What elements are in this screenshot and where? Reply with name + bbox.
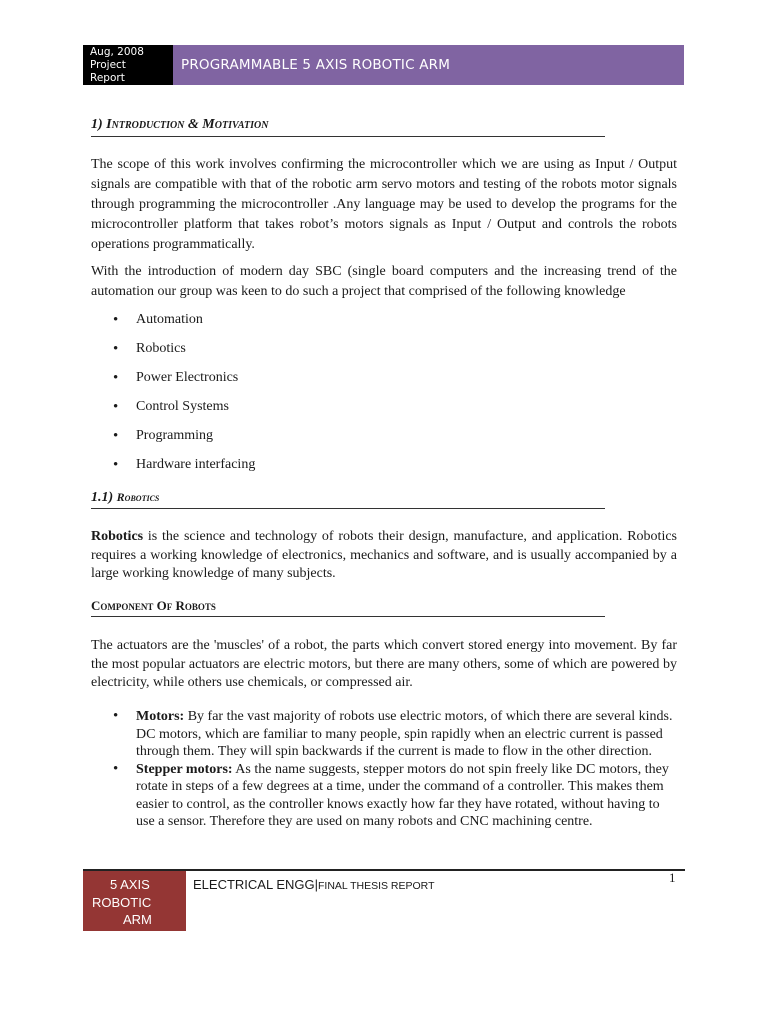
intro-paragraph-2: With the introduction of modern day SBC (single board computers and the increasing trend of the automation our group was keen to do such a project that comprised of the following knowledge [91, 264, 677, 299]
header-date: Aug, 2008 [90, 46, 144, 58]
item-text: By far the vast majority of robots use electric motors, of which there are several kinds. DC motors, which are familiar to many people, spin rapidly when an electric current is passed through them. They will spin backwards if the current is made to flow in the other direction. [136, 709, 673, 759]
knowledge-list [91, 312, 255, 486]
heading-rule [91, 508, 605, 509]
section-number: 1.1) [91, 490, 114, 505]
components-title: Component Of Robots [91, 598, 216, 613]
section-number: 1) [91, 117, 103, 132]
item-term: Motors: [136, 709, 185, 724]
list-item: • Automation [91, 312, 255, 341]
footer-project-box [83, 871, 186, 931]
footer-text [193, 877, 434, 892]
footer-box-line: ROBOTIC [92, 895, 152, 910]
page-number: 1 [669, 870, 676, 885]
list-item: • Power Electronics [91, 370, 255, 399]
footer-report: FINAL THESIS REPORT [317, 880, 435, 892]
header-doc-type-1: Project [90, 59, 126, 71]
footer-box-line: ARM [123, 912, 152, 927]
section-title: Introduction & Motivation [106, 117, 269, 132]
list-item: • Programming [91, 428, 255, 457]
intro-paragraph: The scope of this work involves confirming the microcontroller which we are using as Input / Output signals are compatible with that of the robotic arm servo motors and testing of the robots motor signals through programming the microcontroller .Any language may be used to develop the programs for the microcontroller platform that takes robot’s motors signals as Input / Output and controls the robots operations programmatically. [91, 157, 677, 252]
footer-dept: ELECTRICAL ENGG| [193, 877, 318, 892]
heading-rule [91, 136, 605, 137]
header-doc-type-2: Report [90, 72, 125, 84]
section-heading-1 [91, 117, 268, 133]
actuator-list [91, 708, 677, 831]
list-item: • Hardware interfacing [91, 457, 255, 486]
list-item: • Control Systems [91, 399, 255, 428]
item-text: As the name suggests, stepper motors do not spin freely like DC motors, they rotate in steps of a few degrees at a time, under the command of a controller. This makes them easier to control, as the controller knows exactly how far they have rotated, without having to use a sensor. Therefore they are used on many robots and CNC machining centre. [136, 761, 669, 829]
header-title: PROGRAMMABLE 5 AXIS ROBOTIC ARM [173, 45, 684, 85]
header-meta [83, 45, 173, 85]
list-item [91, 708, 677, 761]
section-title: Robotics [116, 490, 160, 504]
components-paragraph: The actuators are the 'muscles' of a robot, the parts which convert stored energy into movement. By far the most popular actuators are electric motors, but there are many others, some of which are powered by electricity, while others use chemicals, or compressed air. [91, 638, 677, 690]
list-item [91, 761, 677, 831]
components-heading [91, 598, 216, 615]
robotics-text: is the science and technology of robots their design, manufacture, and application. Robotics requires a working knowledge of electronics, mechanics and software, and is usually accompanied by a large working knowledge of many subjects. [91, 529, 677, 581]
section-heading-1-1 [91, 490, 159, 506]
footer-box-line: 5 AXIS [110, 877, 150, 892]
list-item: • Robotics [91, 341, 255, 370]
bold-term: Robotics [91, 529, 144, 544]
heading-rule [91, 616, 605, 617]
robotics-paragraph [91, 528, 677, 584]
item-term: Stepper motors: [136, 761, 233, 777]
